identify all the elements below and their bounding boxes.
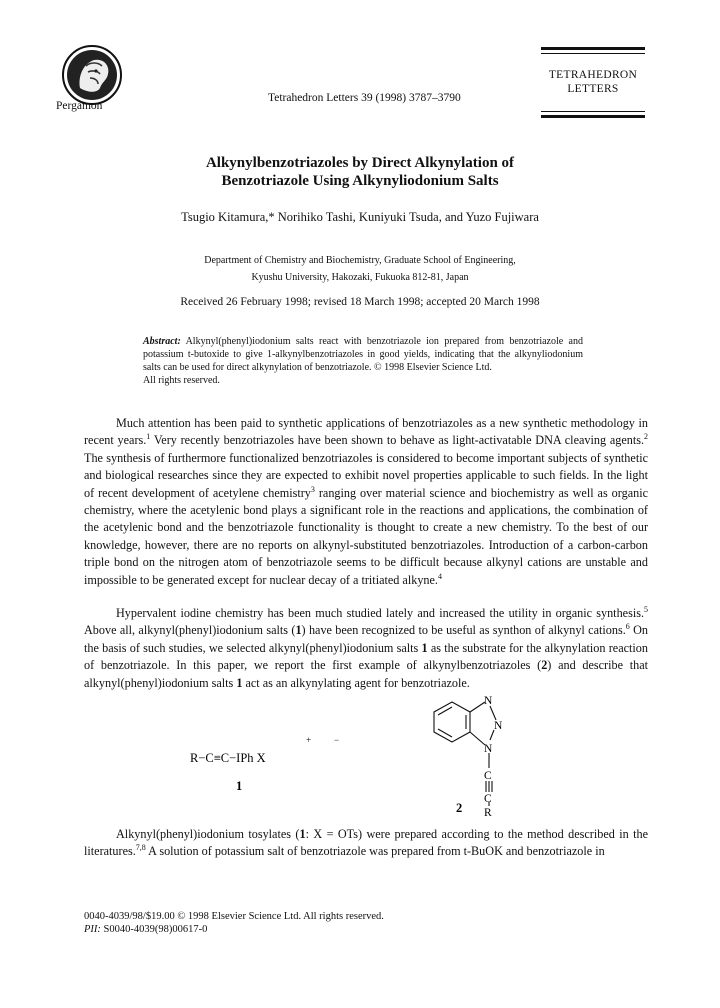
s1-formula: R−C≡C−IPh X <box>190 751 266 765</box>
pii-label: PII: <box>84 924 101 935</box>
s1-label: 1 <box>236 779 243 793</box>
title-line2: Benzotriazole Using Alkynyliodonium Salts <box>221 173 499 189</box>
p2-text-a: Hypervalent iodine chemistry has been much studied lately and increased the utility in organic synthesis. <box>116 606 644 620</box>
pii-value: S0040-4039(98)00617-0 <box>100 924 208 935</box>
ref-1: 1 <box>146 432 151 442</box>
p2-text-f: ) and describe that alkynyl(phenyl)iodonium salts <box>84 658 648 690</box>
s2-nitrogen-2: N <box>494 720 503 732</box>
journal-name <box>541 68 645 96</box>
p2-text-b: Above all, alkynyl(phenyl)iodonium salts ( <box>84 623 296 638</box>
ref-6: 6 <box>625 622 630 632</box>
paragraph-1 <box>84 415 648 589</box>
paragraph-3 <box>84 826 648 861</box>
title-line1: Alkynylbenzotriazoles by Direct Alkynylation of <box>205 155 515 171</box>
s2-carbon-2: C <box>484 793 492 805</box>
p2-text-d: On the basis of such studies, we selected alkynyl(phenyl)iodonium salts <box>84 623 648 655</box>
s2-nitrogen-3: N <box>484 743 493 755</box>
ref-4: 4 <box>437 571 442 581</box>
p1-text-d: ranging over material science and biochemistry as well as organic chemistry, where the acetylenic bond plays a significant role in the reactions and applications, the combination of the acetylenic bond and the benzotriazole functionality is thought to create a new chemistry. To the best of our knowledge, however, there are no reports on alkynyl-substituted benzotriazoles. Introduction of a carbon-carbon triple bond on the nitrogen atom of benzotriazole seems to be difficult because alkynyl cations are unstable and impossible to be generated except for nuclear decay of a tritiated alkyne. <box>84 485 648 587</box>
p3-text-c: A solution of potassium salt of benzotriazole was prepared from t-BuOK and benzotriazole in <box>145 844 605 859</box>
compound-ref: 1 <box>295 623 302 638</box>
compound-ref: 2 <box>541 658 548 673</box>
s1-plus-sign: + <box>306 735 312 745</box>
abstract-copyright: © 1998 Elsevier Science Ltd. <box>374 362 492 373</box>
header-rule-bottom-thin <box>541 111 645 112</box>
p3-text-b: : X = OTs) were prepared according to the method described in the literatures. <box>84 827 649 859</box>
compound-ref: 1 <box>236 675 243 690</box>
journal-name-line1: TETRAHEDRON <box>548 69 638 81</box>
p3-text-a: Alkynyl(phenyl)iodonium tosylates ( <box>116 827 300 841</box>
received-dates: Received 26 February 1998; revised 18 March 1998; accepted 20 March 1998 <box>180 296 540 308</box>
abstract-text: Alkynyl(phenyl)iodonium salts react with benzotriazole ion prepared from benzotriazole and potassium t-butoxide to give 1-alkynylbenzotriazoles in good yields, indicating that the alkynyliodonium salts can be used for direct alkynylation of benzotriazole. <box>143 336 583 373</box>
footer-copyright: 0040-4039/98/$19.00 © 1998 Elsevier Science Ltd. All rights reserved. <box>84 911 384 922</box>
p2-text-e: as the substrate for the alkynylation reaction of benzotriazole. In this paper, we report the first example of alkynylbenzotriazoles ( <box>84 640 648 673</box>
s2-r-group: R <box>484 807 492 819</box>
author-list: Tsugio Kitamura,* Norihiko Tashi, Kuniyuki Tsuda, and Yuzo Fujiwara <box>181 210 539 224</box>
ref-5: 5 <box>644 604 648 614</box>
header-rule-top-thin <box>541 53 645 54</box>
compound-ref: 1 <box>421 640 428 655</box>
p1-text-a: Much attention has been paid to synthetic applications of benzotriazoles as a new synthetic methodology in recent years. <box>84 416 648 448</box>
affiliation-line2: Kyushu University, Hakozaki, Fukuoka 812-81, Japan <box>251 272 469 283</box>
affiliation <box>100 252 620 286</box>
publisher-name: Pergamon <box>56 100 103 112</box>
article-title <box>100 154 620 190</box>
p2-text-c: ) have been recognized to be useful as synthon of alkynyl cations. <box>301 623 626 638</box>
ref-7-8: 7,8 <box>135 843 146 853</box>
header-rule-top <box>541 47 645 50</box>
abstract-rights: All rights reserved. <box>143 375 220 386</box>
pergamon-logo <box>60 44 124 106</box>
p1-text-b: Very recently benzotriazoles have been shown to behave as light-activatable DNA cleaving agents. <box>150 433 644 448</box>
structure-figure <box>150 690 570 820</box>
s2-label: 2 <box>456 801 463 815</box>
s1-minus-sign: − <box>334 735 340 745</box>
p2-text-g: act as an alkynylating agent for benzotriazole. <box>242 675 470 690</box>
abstract <box>143 335 583 387</box>
paragraph-2 <box>84 605 648 692</box>
journal-reference: Tetrahedron Letters 39 (1998) 3787–3790 <box>268 92 461 104</box>
compound-ref: 1 <box>299 827 306 841</box>
ref-3: 3 <box>310 484 315 494</box>
s2-carbon-1: C <box>484 770 492 782</box>
footer-pii <box>84 923 384 936</box>
header-rule-bottom <box>541 115 645 118</box>
journal-name-line2: LETTERS <box>567 83 619 95</box>
ref-2: 2 <box>644 432 648 442</box>
p1-text-c: The synthesis of furthermore functionalized benzotriazoles is considered to become important subjects of synthetic and biological researches since they are expected to exhibit novel properties applicable to such fields. In the light of recent development of acetylene chemistry <box>84 450 648 500</box>
footer <box>84 910 384 936</box>
abstract-label: Abstract: <box>143 336 181 347</box>
affiliation-line1: Department of Chemistry and Biochemistry, Graduate School of Engineering, <box>204 255 516 266</box>
s2-nitrogen-1: N <box>484 695 493 707</box>
